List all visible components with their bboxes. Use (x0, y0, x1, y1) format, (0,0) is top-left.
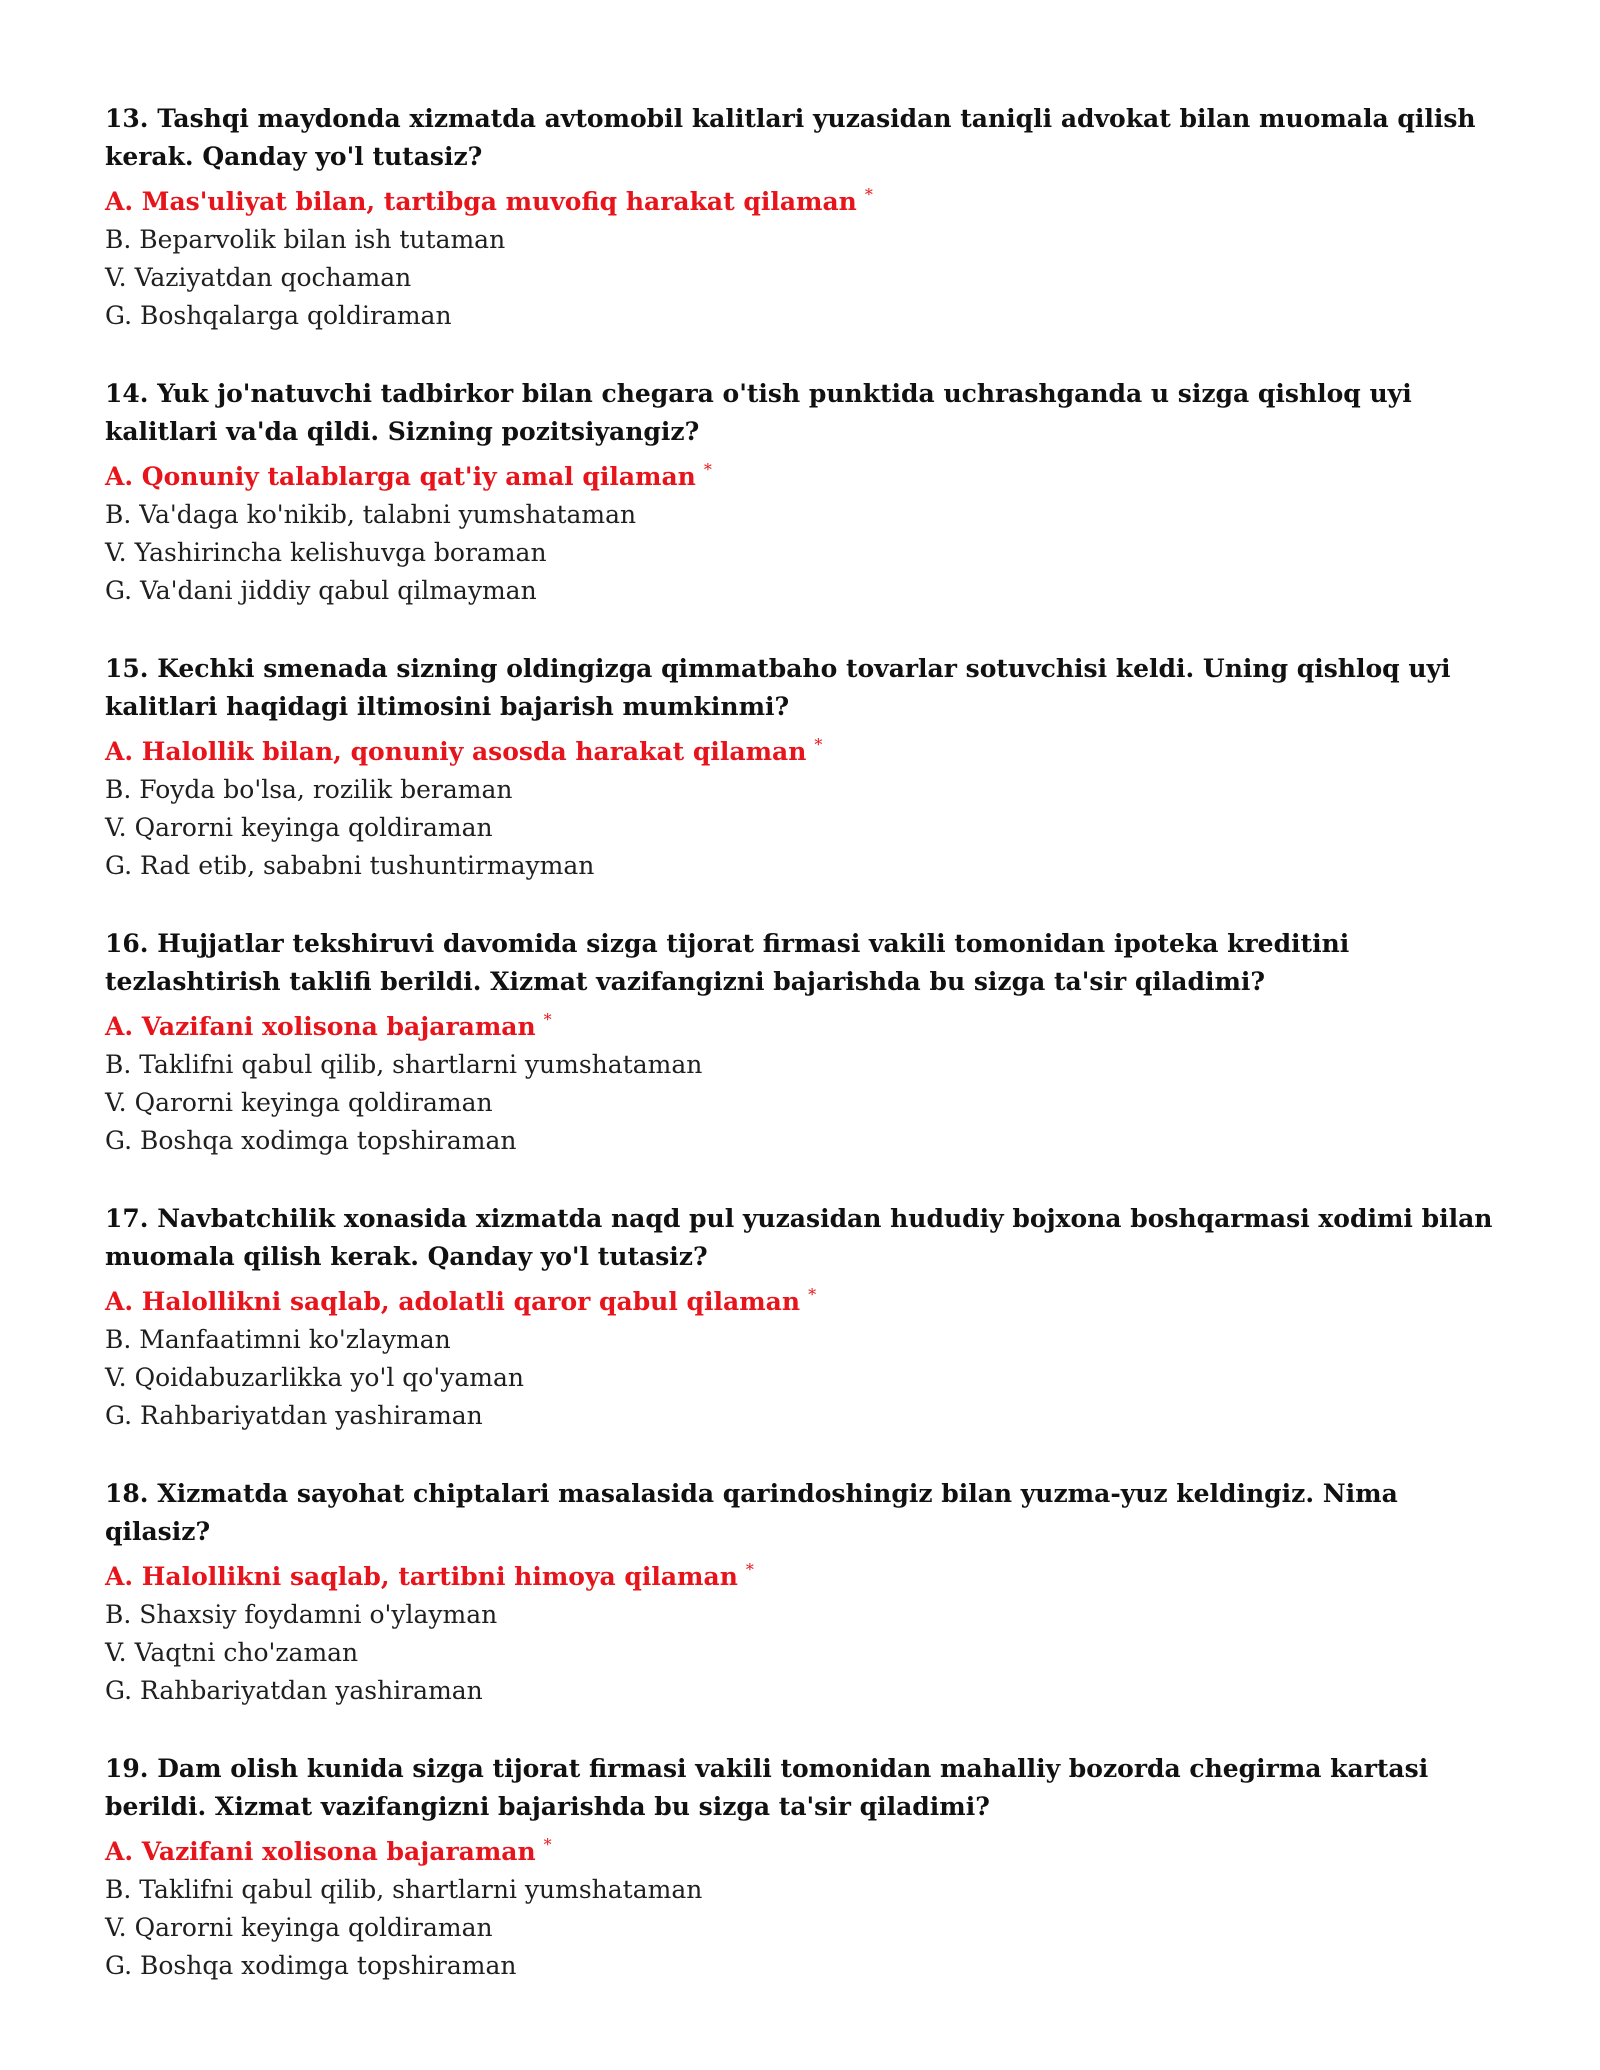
option-label: A. Halollikni saqlab, adolatli qaror qabul qilaman (105, 1287, 801, 1316)
answer-option: B. Manfaatimni ko'zlayman (105, 1325, 451, 1354)
question-text: 13. Tashqi maydonda xizmatda avtomobil kalitlari yuzasidan taniqli advokat bilan muomala qilish kerak. Qanday yo'l tutasiz? (105, 104, 1476, 171)
correct-marker: * (543, 1835, 552, 1854)
answer-option: V. Vaqtni cho'zaman (105, 1638, 359, 1667)
question-text: 19. Dam olish kunida sizga tijorat firmasi vakili tomonidan mahalliy bozorda chegirma kartasi berildi. Xizmat vazifangizni bajarishda bu sizga ta'sir qiladimi? (105, 1754, 1429, 1821)
question-14 (105, 375, 1505, 610)
answer-option: B. Beparvolik bilan ish tutaman (105, 225, 506, 254)
question-15 (105, 650, 1505, 885)
answer-option: G. Va'dani jiddiy qabul qilmayman (105, 576, 537, 605)
question-13 (105, 100, 1505, 335)
answer-option: G. Rahbariyatdan yashiraman (105, 1401, 483, 1430)
option-label: A. Halollik bilan, qonuniy asosda harakat qilaman (105, 737, 807, 766)
question-16 (105, 925, 1505, 1160)
question-18 (105, 1475, 1505, 1710)
question-17 (105, 1200, 1505, 1435)
answer-option: G. Boshqa xodimga topshiraman (105, 1126, 517, 1155)
answer-option-correct (105, 1826, 1505, 1871)
correct-marker: * (543, 1010, 552, 1029)
question-text: 15. Kechki smenada sizning oldingizga qimmatbaho tovarlar sotuvchisi keldi. Uning qishloq uyi kalitlari haqidagi iltimosini bajarish mumkinmi? (105, 654, 1451, 721)
option-label: A. Vazifani xolisona bajaraman (105, 1012, 536, 1041)
question-text: 16. Hujjatlar tekshiruvi davomida sizga tijorat firmasi vakili tomonidan ipoteka kreditini tezlashtirish taklifi berildi. Xizmat vazifangizni bajarishda bu sizga ta'sir qiladimi? (105, 929, 1350, 996)
answer-option: B. Taklifni qabul qilib, shartlarni yumshataman (105, 1050, 703, 1079)
option-label: A. Mas'uliyat bilan, tartibga muvofiq harakat qilaman (105, 187, 857, 216)
option-label: A. Vazifani xolisona bajaraman (105, 1837, 536, 1866)
question-text: 14. Yuk jo'natuvchi tadbirkor bilan chegara o'tish punktida uchrashganda u sizga qishloq uyi kalitlari va'da qildi. Sizning pozitsiyangiz? (105, 379, 1412, 446)
answer-option: V. Qarorni keyinga qoldiraman (105, 1088, 493, 1117)
answer-option: V. Qarorni keyinga qoldiraman (105, 813, 493, 842)
quiz-document (105, 100, 1505, 2025)
answer-option: V. Qarorni keyinga qoldiraman (105, 1913, 493, 1942)
answer-option: B. Foyda bo'lsa, rozilik beraman (105, 775, 513, 804)
correct-marker: * (864, 185, 873, 204)
answer-option-correct (105, 176, 1505, 221)
answer-option-correct (105, 726, 1505, 771)
answer-option-correct (105, 1001, 1505, 1046)
option-label: A. Halollikni saqlab, tartibni himoya qilaman (105, 1562, 738, 1591)
correct-marker: * (745, 1560, 754, 1579)
answer-option-correct (105, 1551, 1505, 1596)
question-text: 18. Xizmatda sayohat chiptalari masalasida qarindoshingiz bilan yuzma-yuz keldingiz. Nima qilasiz? (105, 1479, 1398, 1546)
answer-option: V. Vaziyatdan qochaman (105, 263, 412, 292)
answer-option: G. Boshqa xodimga topshiraman (105, 1951, 517, 1980)
answer-option: V. Qoidabuzarlikka yo'l qo'yaman (105, 1363, 524, 1392)
answer-option-correct (105, 1276, 1505, 1321)
option-label: A. Qonuniy talablarga qat'iy amal qilaman (105, 462, 696, 491)
correct-marker: * (808, 1285, 817, 1304)
answer-option: B. Shaxsiy foydamni o'ylayman (105, 1600, 498, 1629)
answer-option: G. Rad etib, sababni tushuntirmayman (105, 851, 595, 880)
correct-marker: * (814, 735, 823, 754)
question-text: 17. Navbatchilik xonasida xizmatda naqd pul yuzasidan hududiy bojxona boshqarmasi xodimi bilan muomala qilish kerak. Qanday yo'l tutasiz? (105, 1204, 1493, 1271)
answer-option: B. Taklifni qabul qilib, shartlarni yumshataman (105, 1875, 703, 1904)
correct-marker: * (703, 460, 712, 479)
answer-option: V. Yashirincha kelishuvga boraman (105, 538, 547, 567)
answer-option-correct (105, 451, 1505, 496)
answer-option: G. Rahbariyatdan yashiraman (105, 1676, 483, 1705)
question-19 (105, 1750, 1505, 1985)
answer-option: B. Va'daga ko'nikib, talabni yumshataman (105, 500, 637, 529)
answer-option: G. Boshqalarga qoldiraman (105, 301, 452, 330)
